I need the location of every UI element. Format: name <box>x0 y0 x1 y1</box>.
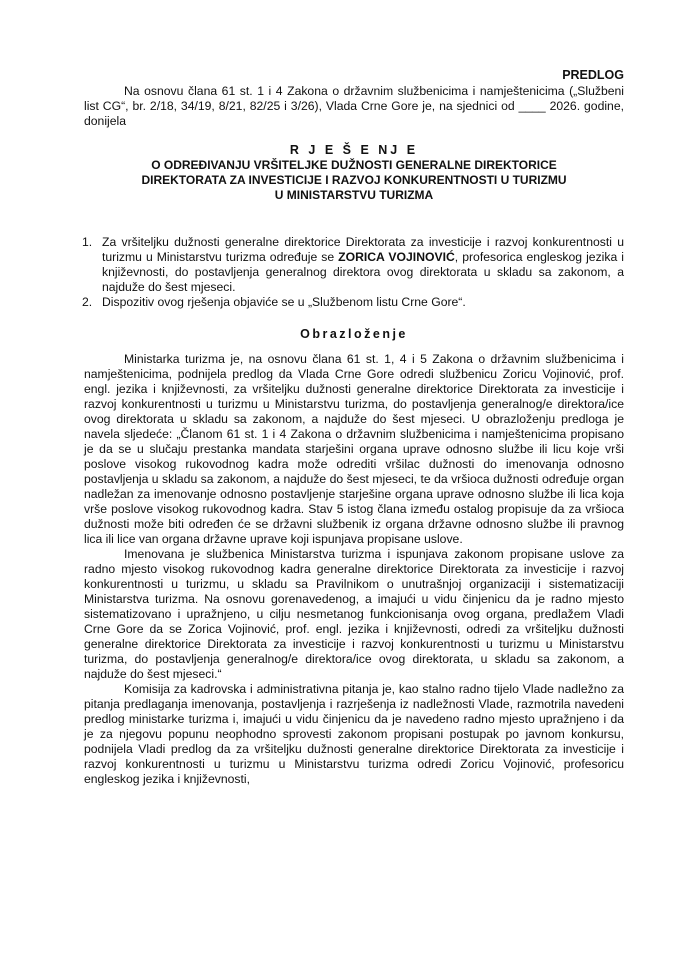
item-text: Dispozitiv ovog rješenja objaviće se u „Službenom listu Crne Gore“. <box>102 295 466 309</box>
item-number: 2. <box>82 295 93 309</box>
explanation-paragraph: Ministarka turizma je, na osnovu člana 61 st. 1, 4 i 5 Zakona o državnim službenicima i namještenicima, podnijela predlog da Vlada Crne Gore odredi službenicu Zoricu Vojinović, prof. engl. jezika i književnosti, za vršiteljku dužnosti generalne direktorice Direktorata za investicije i razvoj konkurentnosti u turizmu u Ministarstvu turizma, do postavljenja generalnog/e direktora/ice ovog direktorata u skladu sa zakonom, a najduže do šest mjeseci. U obrazloženju predloga je navela sljedeće: „Članom 61 st. 1 i 4 Zakona o državnim službenicima i namještenicima propisano je da se u slučaju prestanka mandata starješini organa uprave odnosno službe ili licu koje vrši poslove visokog rukovodnog kadra može odrediti vršilac dužnosti do imenovanja odnosno postavljenja u skladu sa zakonom, a najduže do šest mjeseci, te da vršioca dužnosti određuje organ nadležan za imenovanje odnosno postavljenje starješine organa uprave odnosno službe ili lica koja vrše poslove visokog rukovodnog kadra. Stav 5 istog člana između ostalog propisuje da za vršioca dužnosti može biti određen će se državni službenik iz organa državne odnosno službe ili pravnog lica ili lice van organa državne uprave koji ispunjava propisane uslove. <box>84 352 624 546</box>
appointee-name: ZORICA VOJINOVIĆ <box>338 250 455 264</box>
subtitle-line: U MINISTARSTVU TURIZMA <box>274 188 434 202</box>
list-item <box>84 235 624 295</box>
list-item <box>84 295 624 310</box>
document-page <box>84 68 624 787</box>
intro-paragraph: Na osnovu člana 61 st. 1 i 4 Zakona o državnim službenicima i namještenicima („Službeni list CG“, br. 2/18, 34/19, 8/21, 82/25 i 3/26), Vlada Crne Gore je, na sjednici od ____ 2026. godine, donijela <box>84 84 624 128</box>
explanation-heading: Obrazloženje <box>300 327 408 341</box>
proposal-label: PREDLOG <box>562 68 624 82</box>
decision-title: R J E Š E NJ E <box>289 143 419 157</box>
explanation-paragraph: Imenovana je službenica Ministarstva turizma i ispunjava zakonom propisane uslove za radno mjesto visokog rukovodnog kadra generalne direktorice Direktorata za investicije i razvoj konkurentnosti u turizmu, u skladu sa Pravilnikom o unutrašnjoj organizaciji i sistematizaciji Ministarstva turizma. Na osnovu gorenavedenog, a imajući u vidu činjenicu da je radno mjesto sistematizovano i upražnjeno, u cilju nesmetanog funkcionisanja ovog organa, predlažem Vladi Crne Gore da se Zorica Vojinović, prof. engl. jezika i književnosti, odredi za vršiteljku dužnosti generalne direktorice Direktorata za investicije i razvoj konkurentnosti u turizmu u Ministarstvu turizma, do postavljenja generalnog/e direktora/ice ovog direktorata, u skladu sa zakonom, a najduže do šest mjeseci.“ <box>84 547 624 681</box>
item-text-continued: , profesorica engleskog jezika i književnosti, do postavljenja generalnog direktora ovog direktorata u skladu sa zakonom, a najduže do šest mjeseci. <box>102 250 624 294</box>
explanation-paragraph: Komisija za kadrovska i administrativna pitanja je, kao stalno radno tijelo Vlade nadležno za pitanja predlaganja imenovanja, postavljenja i razrješenja iz nadležnosti Vlade, razmotrila navedeni predlog ministarke turizma i, imajući u vidu činjenicu da je navedeno radno mjesto upražnjeno i da je za njegovu popunu neophodno sprovesti zakonom propisani postupak po javnom konkursu, podnijela Vladi predlog da za vršiteljku dužnosti generalne direktorice Direktorata za investicije i razvoj konkurentnosti u turizmu u Ministarstvu turizma odredi Zoricu Vojinović, profesoricu engleskog jezika i književnosti, <box>84 682 624 786</box>
subtitle-line: O ODREĐIVANJU VRŠITELJKE DUŽNOSTI GENERALNE DIREKTORICE <box>151 158 557 172</box>
subtitle-line: DIREKTORATA ZA INVESTICIJE I RAZVOJ KONKURENTNOSTI U TURIZMU <box>141 173 567 187</box>
dispositive-list <box>84 235 624 310</box>
decision-subtitle <box>84 158 624 203</box>
item-text: Za vršiteljku dužnosti generalne direktorice Direktorata za investicije i razvoj konkurentnosti u turizmu u Ministarstvu turizma određuje se <box>102 235 624 264</box>
item-number: 1. <box>82 235 93 249</box>
